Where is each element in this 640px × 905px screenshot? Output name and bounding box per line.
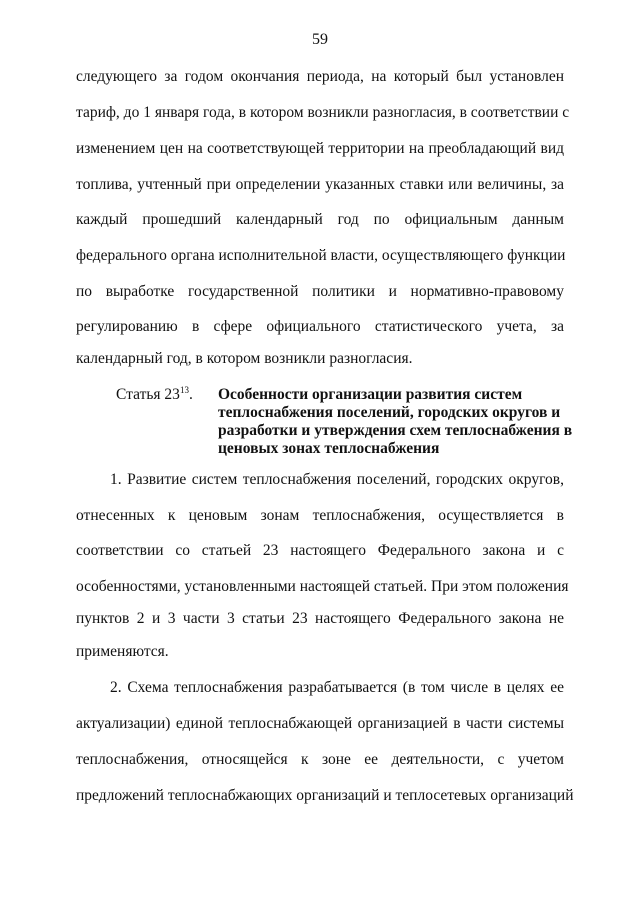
text-line: топлива, учтенный при определении указанных ставки или величины, за — [76, 176, 564, 193]
article-number: Статья 23 — [116, 386, 180, 403]
text-line: применяются. — [76, 643, 169, 660]
text-line: актуализации) единой теплоснабжающей организацией в части системы — [76, 715, 564, 732]
text-line: следующего за годом окончания периода, на который был установлен — [76, 68, 564, 85]
article-superscript: 13 — [179, 385, 189, 395]
text-line: тариф, до 1 января года, в котором возникли разногласия, в соответствии с — [76, 104, 570, 121]
article-label — [116, 385, 193, 405]
text-line: федерального органа исполнительной власти, осуществляющего функции — [76, 247, 566, 264]
text-line: 2. Схема теплоснабжения разрабатывается (в том числе в целях ее — [110, 679, 564, 696]
text-line: отнесенных к ценовым зонам теплоснабжения, осуществляется в — [76, 507, 564, 524]
text-line: 1. Развитие систем теплоснабжения поселений, городских округов, — [110, 471, 564, 488]
text-line: регулированию в сфере официального статистического учета, за — [76, 318, 564, 335]
text-line: теплоснабжения, относящейся к зоне ее деятельности, с учетом — [76, 751, 564, 768]
text-line: предложений теплоснабжающих организаций и теплосетевых организаций — [76, 787, 574, 804]
article-title-line: ценовых зонах теплоснабжения — [218, 440, 440, 457]
text-line: соответствии со статьей 23 настоящего Федерального закона и с — [76, 542, 564, 559]
article-title-line: разработки и утверждения схем теплоснабжения в — [218, 422, 573, 439]
text-line: особенностями, установленными настоящей статьей. При этом положения — [76, 578, 569, 595]
article-label-suffix: . — [188, 386, 193, 403]
text-line: пунктов 2 и 3 части 3 статьи 23 настоящего Федерального закона не — [76, 610, 564, 627]
text-line: по выработке государственной политики и нормативно-правовому — [76, 283, 564, 300]
text-line: каждый прошедший календарный год по официальным данным — [76, 211, 564, 228]
article-title-line: Особенности организации развития систем — [218, 386, 523, 403]
text-line: изменением цен на соответствующей территории на преобладающий вид — [76, 140, 564, 157]
article-title-line: теплоснабжения поселений, городских округов и — [218, 404, 561, 421]
text-line: календарный год, в котором возникли разногласия. — [76, 350, 413, 367]
page-number: 59 — [312, 31, 328, 48]
